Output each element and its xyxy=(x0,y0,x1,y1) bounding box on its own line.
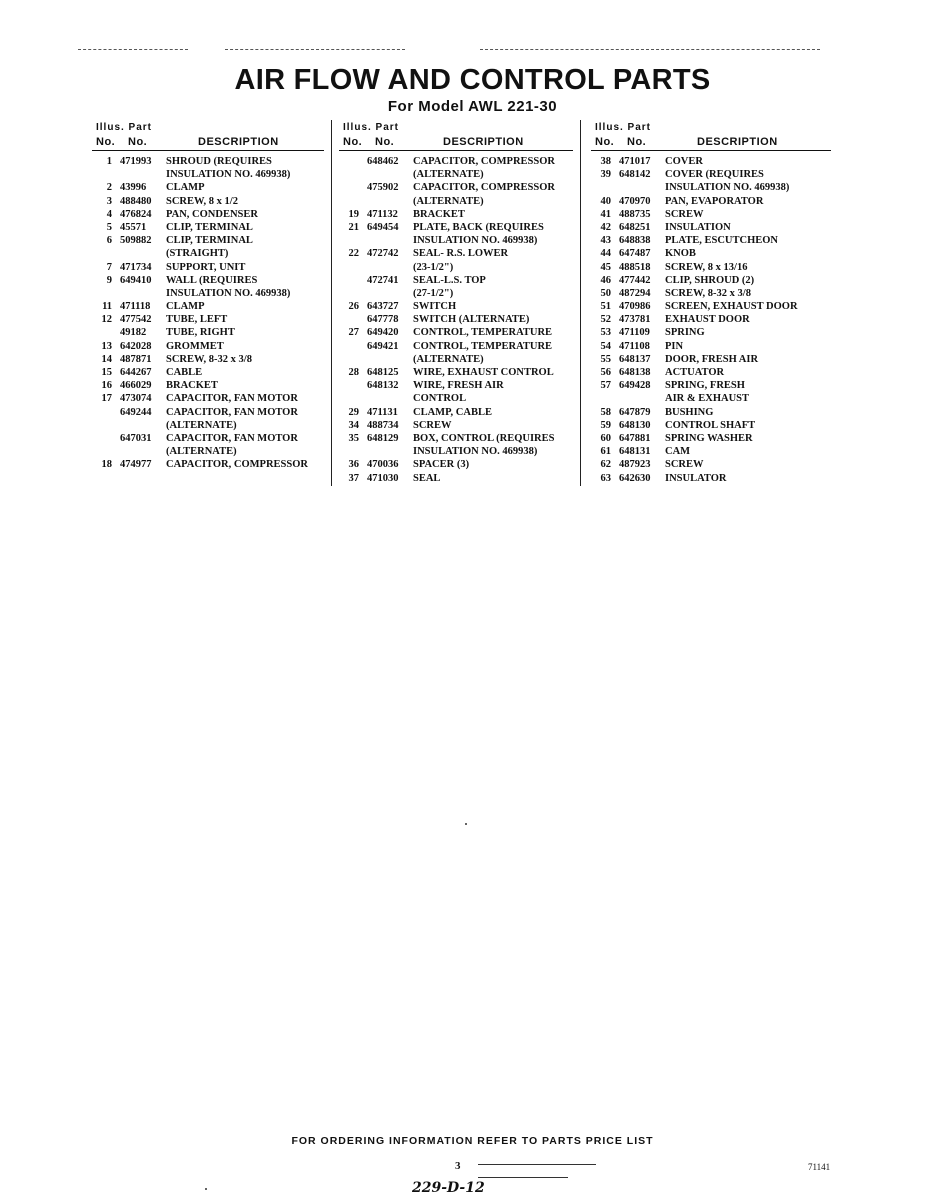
table-row xyxy=(92,340,324,353)
part-description: TUBE, LEFT xyxy=(166,314,228,326)
part-number: 471131 xyxy=(367,406,398,418)
illus-number: 17 xyxy=(101,393,112,405)
part-description: SCREW xyxy=(665,208,704,220)
illus-number: 12 xyxy=(101,314,112,326)
table-row xyxy=(92,326,324,339)
part-description: SCREW, 8 x 13/16 xyxy=(665,261,748,273)
part-description: CAPACITOR, COMPRESSOR xyxy=(166,459,308,471)
part-number: 647031 xyxy=(120,432,152,444)
part-description: WIRE, FRESH AIR xyxy=(413,380,504,392)
part-description: (ALTERNATE) xyxy=(166,446,237,458)
part-description: KNOB xyxy=(665,248,696,260)
part-description: SCREEN, EXHAUST DOOR xyxy=(665,301,798,313)
part-number: 43996 xyxy=(120,182,147,194)
table-row xyxy=(339,313,573,326)
illus-number: 38 xyxy=(600,156,611,167)
table-row xyxy=(339,432,573,445)
illus-number: 50 xyxy=(600,287,611,299)
part-description: BUSHING xyxy=(665,406,714,418)
table-row xyxy=(591,419,831,432)
table-row xyxy=(339,208,573,221)
part-number: 644267 xyxy=(120,367,152,378)
illus-number: 46 xyxy=(600,274,611,286)
table-row xyxy=(92,379,324,392)
part-number: 475902 xyxy=(367,182,399,194)
table-row xyxy=(591,274,831,287)
part-description: INSULATION NO. 469938) xyxy=(665,182,790,194)
part-number: 471017 xyxy=(619,156,651,167)
column-divider xyxy=(580,120,581,486)
part-number: 648131 xyxy=(619,446,651,458)
part-description: (27-1/2") xyxy=(413,287,454,299)
illus-number: 37 xyxy=(348,472,359,484)
part-number: 649244 xyxy=(120,406,152,418)
page-subtitle: For Model AWL 221-30 xyxy=(387,98,558,115)
table-row xyxy=(92,287,324,300)
part-description: CONTROL SHAFT xyxy=(665,419,756,431)
part-description: DOOR, FRESH AIR xyxy=(665,353,759,365)
illus-number: 62 xyxy=(600,459,611,471)
part-number: 649410 xyxy=(120,274,152,286)
scan-speck xyxy=(205,1188,207,1190)
illus-number: 29 xyxy=(348,406,359,418)
illus-number: 63 xyxy=(600,472,611,484)
table-row xyxy=(591,406,831,419)
illus-number: 59 xyxy=(600,419,611,431)
column-divider xyxy=(331,120,332,486)
table-row xyxy=(591,287,831,300)
form-number: 71141 xyxy=(808,1162,831,1172)
illus-number: 4 xyxy=(106,208,112,220)
part-number: 488480 xyxy=(120,195,152,207)
illus-no-header: No. xyxy=(96,136,116,148)
top-rule-right xyxy=(480,49,820,50)
part-number: 649420 xyxy=(367,327,399,339)
part-description: GROMMET xyxy=(166,340,224,352)
table-row xyxy=(92,195,324,208)
table-row xyxy=(339,181,573,194)
illus-number: 26 xyxy=(348,301,359,313)
illus-number: 40 xyxy=(600,195,611,207)
part-description: CAM xyxy=(665,446,691,458)
part-number: 648138 xyxy=(619,367,651,378)
table-row xyxy=(339,168,573,181)
part-number: 642028 xyxy=(120,340,152,352)
part-description: INSULATION NO. 469938) xyxy=(166,169,291,181)
part-description: COVER (REQUIRES xyxy=(665,169,764,181)
part-description: CONTROL, TEMPERATURE xyxy=(413,340,553,352)
part-description: SCREW, 8-32 x 3/8 xyxy=(665,287,751,299)
illus-no-header: No. xyxy=(343,136,363,148)
illus-number: 34 xyxy=(348,419,359,431)
part-number: 477542 xyxy=(120,314,152,326)
top-rule-left xyxy=(78,49,188,50)
column-header-row xyxy=(591,134,831,151)
table-row xyxy=(591,300,831,313)
part-description: INSULATOR xyxy=(665,472,727,484)
illus-number: 28 xyxy=(348,367,359,378)
part-number: 487923 xyxy=(619,459,651,471)
table-row xyxy=(339,261,573,274)
part-description: SPRING WASHER xyxy=(665,432,753,444)
illus-number: 14 xyxy=(101,353,112,365)
part-description: CONTROL, TEMPERATURE xyxy=(413,327,553,339)
part-description: CLIP, SHROUD (2) xyxy=(665,274,755,286)
illus-number: 45 xyxy=(600,261,611,273)
parts-column-2 xyxy=(339,121,573,485)
table-row xyxy=(591,313,831,326)
part-description: SPRING xyxy=(665,327,705,339)
part-number: 487294 xyxy=(619,287,651,299)
part-number: 471108 xyxy=(619,340,650,352)
table-row xyxy=(339,247,573,260)
table-row xyxy=(591,326,831,339)
part-description: CAPACITOR, FAN MOTOR xyxy=(166,393,298,405)
part-number: 45571 xyxy=(120,221,147,233)
part-number: 649454 xyxy=(367,221,399,233)
illus-number: 35 xyxy=(348,432,359,444)
table-row xyxy=(339,300,573,313)
part-number: 472742 xyxy=(367,248,399,260)
part-description: PLATE, ESCUTCHEON xyxy=(665,235,778,247)
part-description: WALL (REQUIRES xyxy=(166,274,258,286)
part-description: PAN, EVAPORATOR xyxy=(665,195,764,207)
table-row xyxy=(92,181,324,194)
illus-number: 6 xyxy=(106,235,112,247)
illus-number: 56 xyxy=(600,367,611,378)
table-row xyxy=(92,313,324,326)
part-description: (STRAIGHT) xyxy=(166,248,229,260)
illus-number: 15 xyxy=(101,367,112,378)
page-title: AIR FLOW AND CONTROL PARTS xyxy=(234,64,711,96)
illus-number: 11 xyxy=(102,301,112,313)
part-description: CAPACITOR, FAN MOTOR xyxy=(166,406,298,418)
footer-rule xyxy=(478,1177,568,1178)
table-row xyxy=(591,234,831,247)
part-number: 488735 xyxy=(619,208,651,220)
part-description: INSULATION xyxy=(665,221,731,233)
part-description: SPRING, FRESH xyxy=(665,380,745,392)
illus-number: 5 xyxy=(106,221,112,233)
table-row xyxy=(591,458,831,471)
ordering-info-footer: FOR ORDERING INFORMATION REFER TO PARTS PRICE LIST xyxy=(291,1135,654,1147)
part-number: 642630 xyxy=(619,472,651,484)
illus-number: 36 xyxy=(348,459,359,471)
table-row xyxy=(92,274,324,287)
part-description: CLIP, TERMINAL xyxy=(166,221,253,233)
illus-number: 27 xyxy=(348,327,359,339)
part-number: 649428 xyxy=(619,380,651,392)
top-rule-middle xyxy=(225,49,405,50)
parts-list xyxy=(591,155,831,485)
illus-number: 52 xyxy=(600,314,611,326)
part-description: SCREW, 8-32 x 3/8 xyxy=(166,353,252,365)
table-row xyxy=(591,392,831,405)
part-number: 470036 xyxy=(367,459,399,471)
table-row xyxy=(92,432,324,445)
part-number: 648137 xyxy=(619,353,651,365)
part-number: 471118 xyxy=(120,301,151,313)
part-description: CAPACITOR, FAN MOTOR xyxy=(166,432,298,444)
illus-number: 7 xyxy=(106,261,112,273)
part-number: 477442 xyxy=(619,274,651,286)
part-description: INSULATION NO. 469938) xyxy=(413,235,538,247)
illus-number: 57 xyxy=(600,380,611,392)
part-description: SCREW, 8 x 1/2 xyxy=(166,195,238,207)
table-row xyxy=(591,445,831,458)
table-row xyxy=(339,472,573,485)
description-header: DESCRIPTION xyxy=(443,136,524,148)
column-header-row xyxy=(339,134,573,151)
part-description: SUPPORT, UNIT xyxy=(166,261,246,273)
part-number: 647487 xyxy=(619,248,651,260)
part-number: 466029 xyxy=(120,380,152,392)
table-row xyxy=(591,379,831,392)
part-no-header: No. xyxy=(627,136,647,148)
part-description: SEAL- R.S. LOWER xyxy=(413,248,509,260)
part-description: SHROUD (REQUIRES xyxy=(166,156,272,167)
part-description: WIRE, EXHAUST CONTROL xyxy=(413,367,554,378)
table-row xyxy=(339,274,573,287)
part-description: (23-1/2") xyxy=(413,261,454,273)
part-description: PAN, CONDENSER xyxy=(166,208,258,220)
part-description: TUBE, RIGHT xyxy=(166,327,235,339)
part-description: SEAL xyxy=(413,472,441,484)
part-description: (ALTERNATE) xyxy=(413,195,484,207)
part-number: 471993 xyxy=(120,156,152,167)
parts-column-3 xyxy=(591,121,831,485)
illus-number: 41 xyxy=(600,208,611,220)
part-number: 648130 xyxy=(619,419,651,431)
part-description: CABLE xyxy=(166,367,203,378)
part-description: CLIP, TERMINAL xyxy=(166,235,253,247)
table-row xyxy=(339,445,573,458)
part-number: 648125 xyxy=(367,367,399,378)
part-number: 509882 xyxy=(120,235,152,247)
part-number: 473781 xyxy=(619,314,651,326)
illus-number: 2 xyxy=(106,182,112,194)
illus-number: 55 xyxy=(600,353,611,365)
part-number: 49182 xyxy=(120,327,147,339)
part-description: SEAL-L.S. TOP xyxy=(413,274,486,286)
part-number: 471030 xyxy=(367,472,399,484)
illus-number: 3 xyxy=(106,195,112,207)
table-row xyxy=(92,445,324,458)
part-description: INSULATION NO. 469938) xyxy=(413,446,538,458)
part-number: 472741 xyxy=(367,274,399,286)
table-row xyxy=(339,353,573,366)
part-description: (ALTERNATE) xyxy=(413,169,484,181)
part-description: CAPACITOR, COMPRESSOR xyxy=(413,182,555,194)
description-header: DESCRIPTION xyxy=(198,136,279,148)
part-description: CONTROL xyxy=(413,393,467,405)
part-description: BRACKET xyxy=(166,380,218,392)
part-description: EXHAUST DOOR xyxy=(665,314,750,326)
illus-number: 19 xyxy=(348,208,359,220)
part-description: SWITCH xyxy=(413,301,457,313)
part-description: BRACKET xyxy=(413,208,465,220)
part-description: PIN xyxy=(665,340,684,352)
part-description: SPACER (3) xyxy=(413,459,470,471)
table-row xyxy=(92,155,324,168)
illus-number: 54 xyxy=(600,340,611,352)
table-row xyxy=(92,392,324,405)
part-description: CLAMP xyxy=(166,182,205,194)
part-number: 470970 xyxy=(619,195,651,207)
illus-no-header: No. xyxy=(595,136,615,148)
part-number: 471734 xyxy=(120,261,152,273)
illus-number: 51 xyxy=(600,301,611,313)
illus-number: 18 xyxy=(101,459,112,471)
table-row xyxy=(92,366,324,379)
part-no-header: No. xyxy=(375,136,395,148)
illus-number: 39 xyxy=(600,169,611,181)
table-row xyxy=(591,340,831,353)
table-row xyxy=(591,353,831,366)
part-number: 470986 xyxy=(619,301,651,313)
part-number: 647778 xyxy=(367,314,399,326)
table-row xyxy=(339,419,573,432)
part-description: SCREW xyxy=(665,459,704,471)
page-number: 3 xyxy=(455,1160,461,1172)
table-row xyxy=(339,458,573,471)
part-number: 647881 xyxy=(619,432,651,444)
part-number: 488734 xyxy=(367,419,399,431)
table-row xyxy=(92,419,324,432)
part-description: (ALTERNATE) xyxy=(166,419,237,431)
table-row xyxy=(339,195,573,208)
table-row xyxy=(339,326,573,339)
table-row xyxy=(92,221,324,234)
handwritten-note: 229-D-12 xyxy=(412,1180,485,1196)
table-row xyxy=(591,472,831,485)
table-row xyxy=(92,406,324,419)
table-row xyxy=(339,340,573,353)
part-number: 648132 xyxy=(367,380,399,392)
part-number: 648838 xyxy=(619,235,651,247)
illus-number: 53 xyxy=(600,327,611,339)
table-row xyxy=(591,221,831,234)
table-row xyxy=(92,208,324,221)
illus-number: 9 xyxy=(106,274,112,286)
part-number: 648129 xyxy=(367,432,399,444)
illus-part-header: Illus. Part xyxy=(96,122,153,133)
table-row xyxy=(591,366,831,379)
illus-number: 13 xyxy=(101,340,112,352)
part-description: CLAMP xyxy=(166,301,205,313)
illus-number: 60 xyxy=(600,432,611,444)
part-number: 471109 xyxy=(619,327,650,339)
part-description: INSULATION NO. 469938) xyxy=(166,287,291,299)
illus-number: 21 xyxy=(348,221,359,233)
part-description: PLATE, BACK (REQUIRES xyxy=(413,221,544,233)
table-row xyxy=(591,155,831,168)
parts-list xyxy=(339,155,573,485)
table-row xyxy=(92,168,324,181)
part-number: 648462 xyxy=(367,156,399,167)
part-number: 643727 xyxy=(367,301,399,313)
part-no-header: No. xyxy=(128,136,148,148)
table-row xyxy=(339,234,573,247)
part-description: (ALTERNATE) xyxy=(413,353,484,365)
table-row xyxy=(339,221,573,234)
table-row xyxy=(92,458,324,471)
table-row xyxy=(92,247,324,260)
part-number: 487871 xyxy=(120,353,152,365)
table-row xyxy=(591,195,831,208)
part-description: SCREW xyxy=(413,419,452,431)
illus-number: 58 xyxy=(600,406,611,418)
part-description: AIR & EXHAUST xyxy=(665,393,750,405)
table-row xyxy=(92,353,324,366)
illus-number: 42 xyxy=(600,221,611,233)
table-row xyxy=(591,181,831,194)
part-number: 473074 xyxy=(120,393,152,405)
part-description: CLAMP, CABLE xyxy=(413,406,492,418)
part-description: BOX, CONTROL (REQUIRES xyxy=(413,432,555,444)
illus-number: 16 xyxy=(101,380,112,392)
part-number: 647879 xyxy=(619,406,651,418)
table-row xyxy=(339,366,573,379)
illus-part-header: Illus. Part xyxy=(343,122,400,133)
parts-list xyxy=(92,155,324,472)
part-number: 648142 xyxy=(619,169,651,181)
part-number: 648251 xyxy=(619,221,651,233)
footer-rule xyxy=(478,1164,596,1165)
part-description: COVER xyxy=(665,156,703,167)
illus-number: 1 xyxy=(106,156,112,167)
illus-part-header: Illus. Part xyxy=(595,122,652,133)
description-header: DESCRIPTION xyxy=(697,136,778,148)
table-row xyxy=(591,208,831,221)
illus-number: 61 xyxy=(600,446,611,458)
part-number: 476824 xyxy=(120,208,152,220)
table-row xyxy=(339,287,573,300)
part-number: 471132 xyxy=(367,208,398,220)
part-description: CAPACITOR, COMPRESSOR xyxy=(413,156,555,167)
part-description: ACTUATOR xyxy=(665,367,725,378)
table-row xyxy=(591,432,831,445)
illus-number: 44 xyxy=(600,248,611,260)
table-row xyxy=(339,406,573,419)
table-row xyxy=(92,300,324,313)
part-number: 649421 xyxy=(367,340,399,352)
table-row xyxy=(339,392,573,405)
parts-column-1 xyxy=(92,121,324,472)
table-row xyxy=(591,168,831,181)
illus-number: 22 xyxy=(348,248,359,260)
table-row xyxy=(92,234,324,247)
part-number: 488518 xyxy=(619,261,651,273)
column-header-row xyxy=(92,134,324,151)
part-description: SWITCH (ALTERNATE) xyxy=(413,314,530,326)
table-row xyxy=(591,261,831,274)
scan-speck xyxy=(465,823,467,825)
table-row xyxy=(92,261,324,274)
table-row xyxy=(339,155,573,168)
part-number: 474977 xyxy=(120,459,152,471)
table-row xyxy=(591,247,831,260)
illus-number: 43 xyxy=(600,235,611,247)
table-row xyxy=(339,379,573,392)
